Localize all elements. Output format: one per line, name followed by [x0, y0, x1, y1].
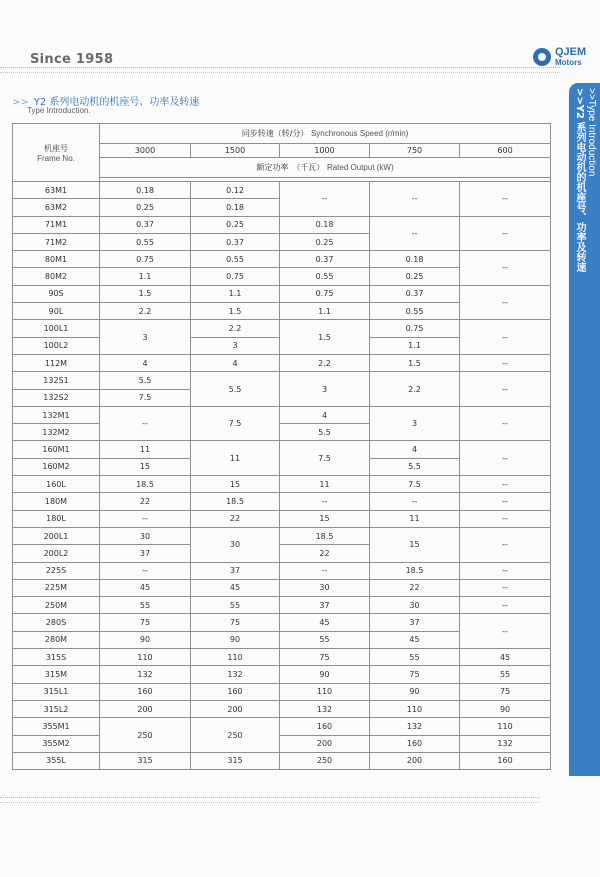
power-cell: 0.37 — [100, 216, 191, 233]
power-cell: 132 — [280, 700, 370, 717]
frame-cell: 355M1 — [13, 718, 100, 735]
power-cell: 315 — [191, 752, 280, 769]
table-row — [13, 614, 551, 631]
power-cell: 110 — [100, 649, 191, 666]
power-cell: 3 — [100, 320, 191, 355]
power-cell: 22 — [100, 493, 191, 510]
frame-header-cell: 机座号 Frame No. — [13, 124, 100, 182]
table-row — [13, 510, 551, 527]
frame-cell: 132S1 — [13, 372, 100, 389]
power-cell: 45 — [460, 649, 551, 666]
power-cell: 1.1 — [100, 268, 191, 285]
power-cell: 5.5 — [370, 458, 460, 475]
power-cell: -- — [280, 562, 370, 579]
power-cell: 0.37 — [370, 285, 460, 302]
section-subtitle: Type Introduction. — [27, 106, 91, 115]
power-cell: 45 — [370, 631, 460, 648]
footer-divider-secondary — [0, 802, 540, 803]
power-cell: 75 — [191, 614, 280, 631]
power-cell: 1.5 — [191, 303, 280, 320]
power-cell: 4 — [191, 354, 280, 371]
speed-1000: 1000 — [280, 144, 370, 158]
frame-cell: 180M — [13, 493, 100, 510]
power-header-cell: 额定功率 （千瓦） Rated Output (kW) — [100, 158, 551, 178]
power-cell: -- — [100, 510, 191, 527]
power-cell: 2.2 — [280, 354, 370, 371]
frame-cell: 280M — [13, 631, 100, 648]
power-cell: 3 — [370, 406, 460, 441]
frame-cell: 160M2 — [13, 458, 100, 475]
power-cell: 160 — [100, 683, 191, 700]
power-cell: 250 — [280, 752, 370, 769]
power-cell: 75 — [280, 649, 370, 666]
power-cell: -- — [280, 493, 370, 510]
table-row — [13, 441, 551, 458]
power-cell: 200 — [370, 752, 460, 769]
logo-name: QJEM — [555, 46, 587, 58]
power-cell: 55 — [280, 631, 370, 648]
frame-cell: 132M2 — [13, 424, 100, 441]
power-cell: 160 — [370, 735, 460, 752]
power-cell: -- — [460, 510, 551, 527]
frame-cell: 80M2 — [13, 268, 100, 285]
frame-cell: 160M1 — [13, 441, 100, 458]
power-cell: 15 — [280, 510, 370, 527]
frame-cell: 132M1 — [13, 406, 100, 423]
speed-3000: 3000 — [100, 144, 191, 158]
power-cell: 132 — [100, 666, 191, 683]
power-cell: 0.55 — [280, 268, 370, 285]
power-cell: 22 — [370, 579, 460, 596]
power-cell: 90 — [191, 631, 280, 648]
power-cell: 2.2 — [100, 303, 191, 320]
power-cell: 55 — [191, 597, 280, 614]
power-cell: 200 — [280, 735, 370, 752]
power-cell: 37 — [280, 597, 370, 614]
table-row — [13, 683, 551, 700]
power-cell: 4 — [370, 441, 460, 458]
power-cell: 0.55 — [100, 233, 191, 250]
table-row — [13, 354, 551, 371]
since-label: Since 1958 — [30, 52, 114, 67]
power-cell: 18.5 — [370, 562, 460, 579]
power-cell: 0.25 — [100, 199, 191, 216]
power-cell: 4 — [280, 406, 370, 423]
power-cell: 15 — [100, 458, 191, 475]
frame-cell: 250M — [13, 597, 100, 614]
sidebar-text-cn: >>Y2 系列电动机的机座号、功率及转速 — [574, 88, 585, 273]
power-cell: 0.25 — [370, 268, 460, 285]
frame-cell: 100L1 — [13, 320, 100, 337]
power-cell: -- — [370, 493, 460, 510]
power-cell: 55 — [100, 597, 191, 614]
frame-cell: 315S — [13, 649, 100, 666]
power-cell: 0.37 — [191, 233, 280, 250]
power-cell: 0.75 — [280, 285, 370, 302]
power-cell: -- — [460, 441, 551, 476]
power-cell: -- — [460, 476, 551, 493]
power-cell: -- — [460, 354, 551, 371]
logo-subtitle: Motors — [555, 58, 582, 67]
power-cell: 0.25 — [280, 233, 370, 250]
frame-cell: 355M2 — [13, 735, 100, 752]
power-cell: 75 — [460, 683, 551, 700]
power-cell: 110 — [370, 700, 460, 717]
table-row — [13, 493, 551, 510]
power-cell: 0.18 — [191, 199, 280, 216]
power-cell: 0.25 — [191, 216, 280, 233]
power-cell: 37 — [191, 562, 280, 579]
power-cell: -- — [460, 614, 551, 649]
power-cell: 0.18 — [370, 251, 460, 268]
power-cell: -- — [460, 579, 551, 596]
power-cell: -- — [370, 216, 460, 251]
table-header-row — [13, 124, 551, 144]
power-cell: 7.5 — [100, 389, 191, 406]
power-cell: 11 — [100, 441, 191, 458]
frame-cell: 90L — [13, 303, 100, 320]
power-cell: 18.5 — [191, 493, 280, 510]
power-cell: 1.1 — [370, 337, 460, 354]
table-row — [13, 285, 551, 302]
power-cell: 110 — [191, 649, 280, 666]
frame-cell: 280S — [13, 614, 100, 631]
power-cell: 5.5 — [191, 372, 280, 407]
frame-cell: 315L1 — [13, 683, 100, 700]
power-cell: -- — [460, 597, 551, 614]
power-cell: 7.5 — [280, 441, 370, 476]
power-cell: 200 — [100, 700, 191, 717]
power-cell: 55 — [460, 666, 551, 683]
frame-cell: 80M1 — [13, 251, 100, 268]
power-cell: 0.75 — [370, 320, 460, 337]
table-row — [13, 320, 551, 337]
power-cell: -- — [370, 182, 460, 217]
power-cell: 75 — [370, 666, 460, 683]
power-cell: 90 — [100, 631, 191, 648]
table-row — [13, 649, 551, 666]
table-row — [13, 700, 551, 717]
power-cell: 30 — [191, 527, 280, 562]
power-cell: -- — [460, 320, 551, 355]
power-cell: 15 — [191, 476, 280, 493]
table-row — [13, 735, 551, 752]
speed-header-cell: 同步转速（转/分） Synchronous Speed (r/min) — [100, 124, 551, 144]
power-cell: 3 — [191, 337, 280, 354]
sidebar-tab-text — [573, 88, 597, 272]
header-divider — [0, 67, 560, 68]
power-cell: 132 — [191, 666, 280, 683]
power-cell: 160 — [191, 683, 280, 700]
frame-cell: 225M — [13, 579, 100, 596]
power-cell: -- — [460, 285, 551, 320]
table-row — [13, 752, 551, 769]
power-cell: 45 — [280, 614, 370, 631]
speed-750: 750 — [370, 144, 460, 158]
power-cell: 160 — [280, 718, 370, 735]
power-cell: 37 — [100, 545, 191, 562]
power-cell: 55 — [370, 649, 460, 666]
power-cell: 0.18 — [280, 216, 370, 233]
power-cell: 1.5 — [370, 354, 460, 371]
power-cell: -- — [460, 216, 551, 251]
power-cell: 7.5 — [191, 406, 280, 441]
table-row — [13, 597, 551, 614]
power-cell: 250 — [100, 718, 191, 753]
header-divider-secondary — [0, 72, 560, 73]
frame-cell: 90S — [13, 285, 100, 302]
power-cell: 200 — [191, 700, 280, 717]
power-cell: 4 — [100, 354, 191, 371]
power-cell: -- — [460, 372, 551, 407]
power-cell: -- — [460, 406, 551, 441]
power-cell: 0.12 — [191, 182, 280, 199]
power-cell: 1.5 — [280, 320, 370, 355]
power-cell: 5.5 — [100, 372, 191, 389]
power-cell: 5.5 — [280, 424, 370, 441]
power-cell: 0.55 — [370, 303, 460, 320]
power-cell: 45 — [191, 579, 280, 596]
frame-cell: 63M2 — [13, 199, 100, 216]
power-cell: 110 — [280, 683, 370, 700]
power-cell: 75 — [100, 614, 191, 631]
power-cell: 132 — [460, 735, 551, 752]
frame-cell: 71M1 — [13, 216, 100, 233]
power-cell: 45 — [100, 579, 191, 596]
frame-cell: 200L1 — [13, 527, 100, 544]
frame-cell: 315L2 — [13, 700, 100, 717]
speed-600: 600 — [460, 144, 551, 158]
frame-cell: 355L — [13, 752, 100, 769]
table-row — [13, 718, 551, 735]
company-logo — [533, 46, 593, 70]
section-title-text: Y2 系列电动机的机座号、功率及转速 — [33, 97, 200, 108]
power-cell: 3 — [280, 372, 370, 407]
speed-1500: 1500 — [191, 144, 280, 158]
power-cell: 0.55 — [191, 251, 280, 268]
power-cell: 90 — [460, 700, 551, 717]
power-cell: 1.1 — [280, 303, 370, 320]
table-row — [13, 251, 551, 268]
power-cell: 30 — [370, 597, 460, 614]
power-cell: -- — [100, 406, 191, 441]
table-row — [13, 666, 551, 683]
power-cell: -- — [100, 562, 191, 579]
power-cell: 0.75 — [191, 268, 280, 285]
table-row — [13, 562, 551, 579]
table-row — [13, 527, 551, 544]
frame-cell: 112M — [13, 354, 100, 371]
power-cell: -- — [460, 251, 551, 286]
power-cell: 15 — [370, 527, 460, 562]
power-cell: 315 — [100, 752, 191, 769]
power-cell: 2.2 — [191, 320, 280, 337]
table-row — [13, 216, 551, 233]
power-cell: 0.75 — [100, 251, 191, 268]
footer-divider — [0, 797, 540, 798]
table-row — [13, 579, 551, 596]
power-cell: 0.18 — [100, 182, 191, 199]
double-chevron-icon: >> — [12, 97, 29, 108]
frame-cell: 225S — [13, 562, 100, 579]
power-cell: 37 — [370, 614, 460, 631]
power-cell: -- — [460, 493, 551, 510]
power-cell: 160 — [460, 752, 551, 769]
frame-cell: 160L — [13, 476, 100, 493]
power-cell: 1.1 — [191, 285, 280, 302]
power-cell: -- — [460, 527, 551, 562]
power-cell: 2.2 — [370, 372, 460, 407]
frame-cell: 200L2 — [13, 545, 100, 562]
power-cell: 90 — [280, 666, 370, 683]
table-row — [13, 372, 551, 389]
power-cell: 11 — [280, 476, 370, 493]
power-cell: 11 — [191, 441, 280, 476]
frame-power-table — [12, 123, 551, 770]
power-cell: 30 — [100, 527, 191, 544]
power-cell: 7.5 — [370, 476, 460, 493]
power-cell: -- — [460, 182, 551, 217]
power-cell: 30 — [280, 579, 370, 596]
frame-cell: 100L2 — [13, 337, 100, 354]
power-cell: -- — [460, 562, 551, 579]
frame-cell: 63M1 — [13, 182, 100, 199]
frame-cell: 180L — [13, 510, 100, 527]
power-cell: 18.5 — [280, 527, 370, 544]
power-cell: 22 — [191, 510, 280, 527]
logo-mark-icon — [533, 48, 551, 66]
frame-cell: 315M — [13, 666, 100, 683]
power-cell: 0.37 — [280, 251, 370, 268]
table-row — [13, 406, 551, 423]
table-row — [13, 182, 551, 199]
power-cell: 22 — [280, 545, 370, 562]
frame-cell: 132S2 — [13, 389, 100, 406]
power-cell: 11 — [370, 510, 460, 527]
power-cell: 90 — [370, 683, 460, 700]
power-cell: 1.5 — [100, 285, 191, 302]
power-cell: 132 — [370, 718, 460, 735]
frame-cell: 71M2 — [13, 233, 100, 250]
table-row — [13, 476, 551, 493]
power-cell: 18.5 — [100, 476, 191, 493]
sidebar-text-en: >>Type Introduction — [586, 88, 597, 177]
power-cell: 110 — [460, 718, 551, 735]
power-cell: 250 — [191, 718, 280, 753]
power-cell: -- — [280, 182, 370, 217]
